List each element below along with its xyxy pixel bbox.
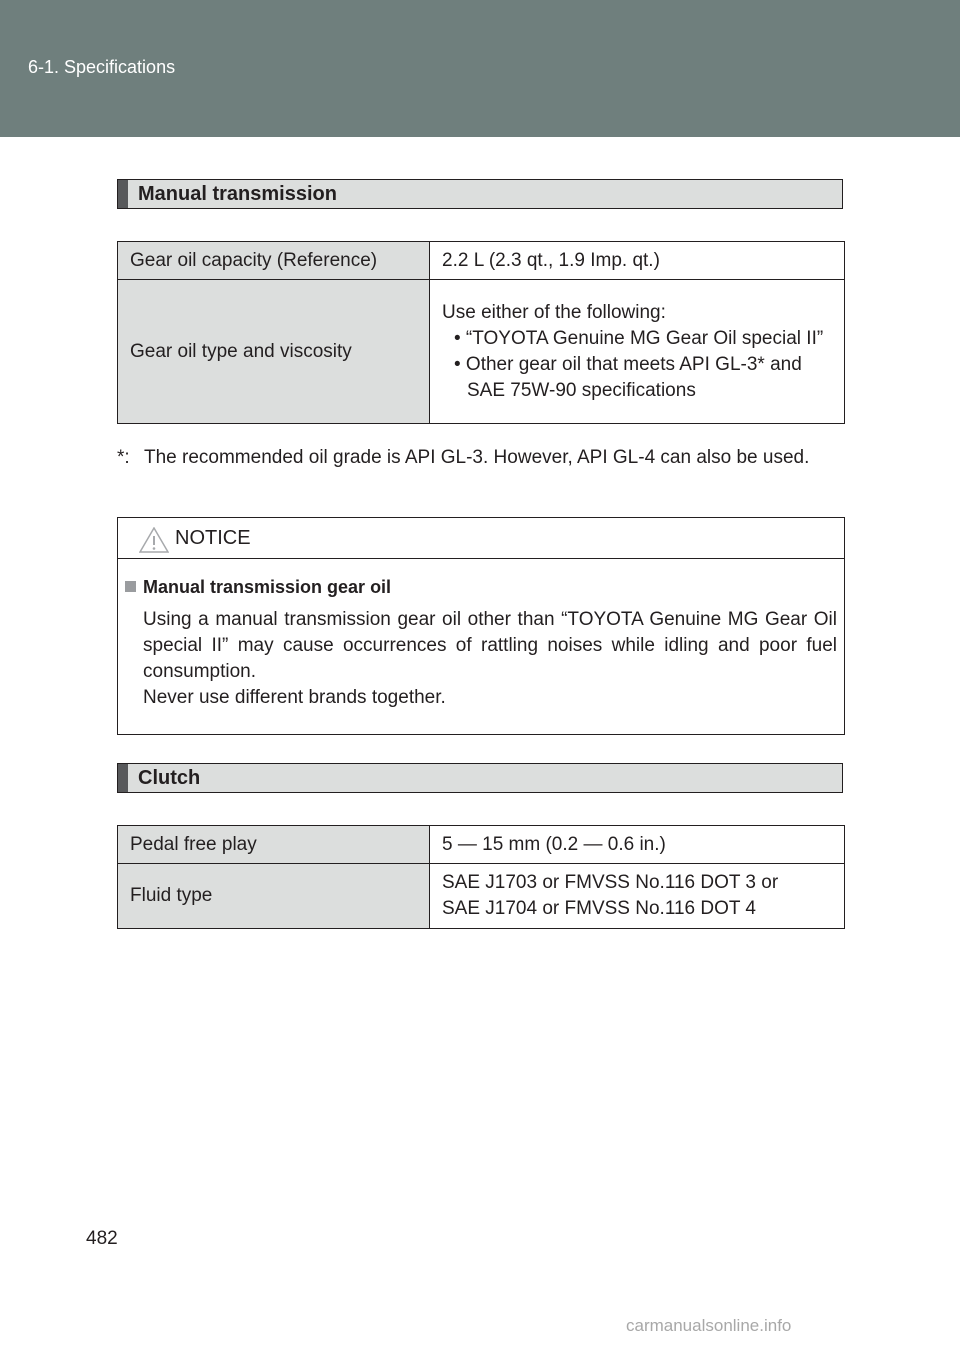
notice-body-text: Using a manual transmission gear oil other than “TOYOTA Genuine MG Gear Oil special II” may cause occurrences of rattling noises while idling and poor fuel consumption. <box>143 609 837 682</box>
watermark: carmanualsonline.info <box>626 1316 792 1335</box>
table-row <box>118 826 845 864</box>
page-number: 482 <box>86 1228 118 1249</box>
table-row <box>118 242 845 280</box>
footnote-text: The recommended oil grade is API GL-3. However, API GL-4 can also be used. <box>144 447 810 468</box>
spec-key: Pedal free play <box>118 826 430 864</box>
section-title-manual-transmission <box>117 179 843 209</box>
table-row <box>118 280 845 424</box>
warning-triangle-icon <box>139 527 169 553</box>
spec-value-bullet: • “TOYOTA Genuine MG Gear Oil special II” <box>454 327 824 349</box>
notice-header <box>118 518 844 559</box>
manual-transmission-table <box>117 241 845 424</box>
section-title-text: Clutch <box>138 767 201 789</box>
spec-value <box>430 280 845 424</box>
notice-box <box>117 517 845 735</box>
notice-subtitle <box>125 577 391 598</box>
spec-value-bullet: • Other gear oil that meets API GL-3* and SAE 75W-90 specifications <box>454 353 802 401</box>
spec-key: Fluid type <box>118 864 430 929</box>
footnote-mark: *: <box>117 447 130 468</box>
section-accent-bar <box>118 764 128 792</box>
spec-value <box>430 864 845 929</box>
notice-body-text: Never use different brands together. <box>143 687 446 708</box>
footnote <box>117 444 841 472</box>
notice-title: NOTICE <box>175 527 251 549</box>
page-header <box>0 0 960 137</box>
notice-subtitle-text: Manual transmission gear oil <box>143 577 392 597</box>
spec-value-line: SAE J1704 or FMVSS No.116 DOT 4 <box>442 898 756 919</box>
section-title-text: Manual transmission <box>138 183 337 205</box>
spec-key: Gear oil capacity (Reference) <box>118 242 430 280</box>
spec-value-line: SAE J1703 or FMVSS No.116 DOT 3 or <box>442 872 779 893</box>
breadcrumb: 6-1. Specifications <box>28 57 176 77</box>
spec-key: Gear oil type and viscosity <box>118 280 430 424</box>
table-row <box>118 864 845 929</box>
clutch-table <box>117 825 845 929</box>
spec-value-intro: Use either of the following: <box>442 301 666 323</box>
spec-value: 2.2 L (2.3 qt., 1.9 Imp. qt.) <box>430 242 845 280</box>
square-bullet-icon <box>125 581 136 592</box>
spec-value: 5 — 15 mm (0.2 — 0.6 in.) <box>430 826 845 864</box>
section-title-clutch <box>117 763 843 793</box>
notice-body <box>143 607 837 711</box>
section-accent-bar <box>118 180 128 208</box>
